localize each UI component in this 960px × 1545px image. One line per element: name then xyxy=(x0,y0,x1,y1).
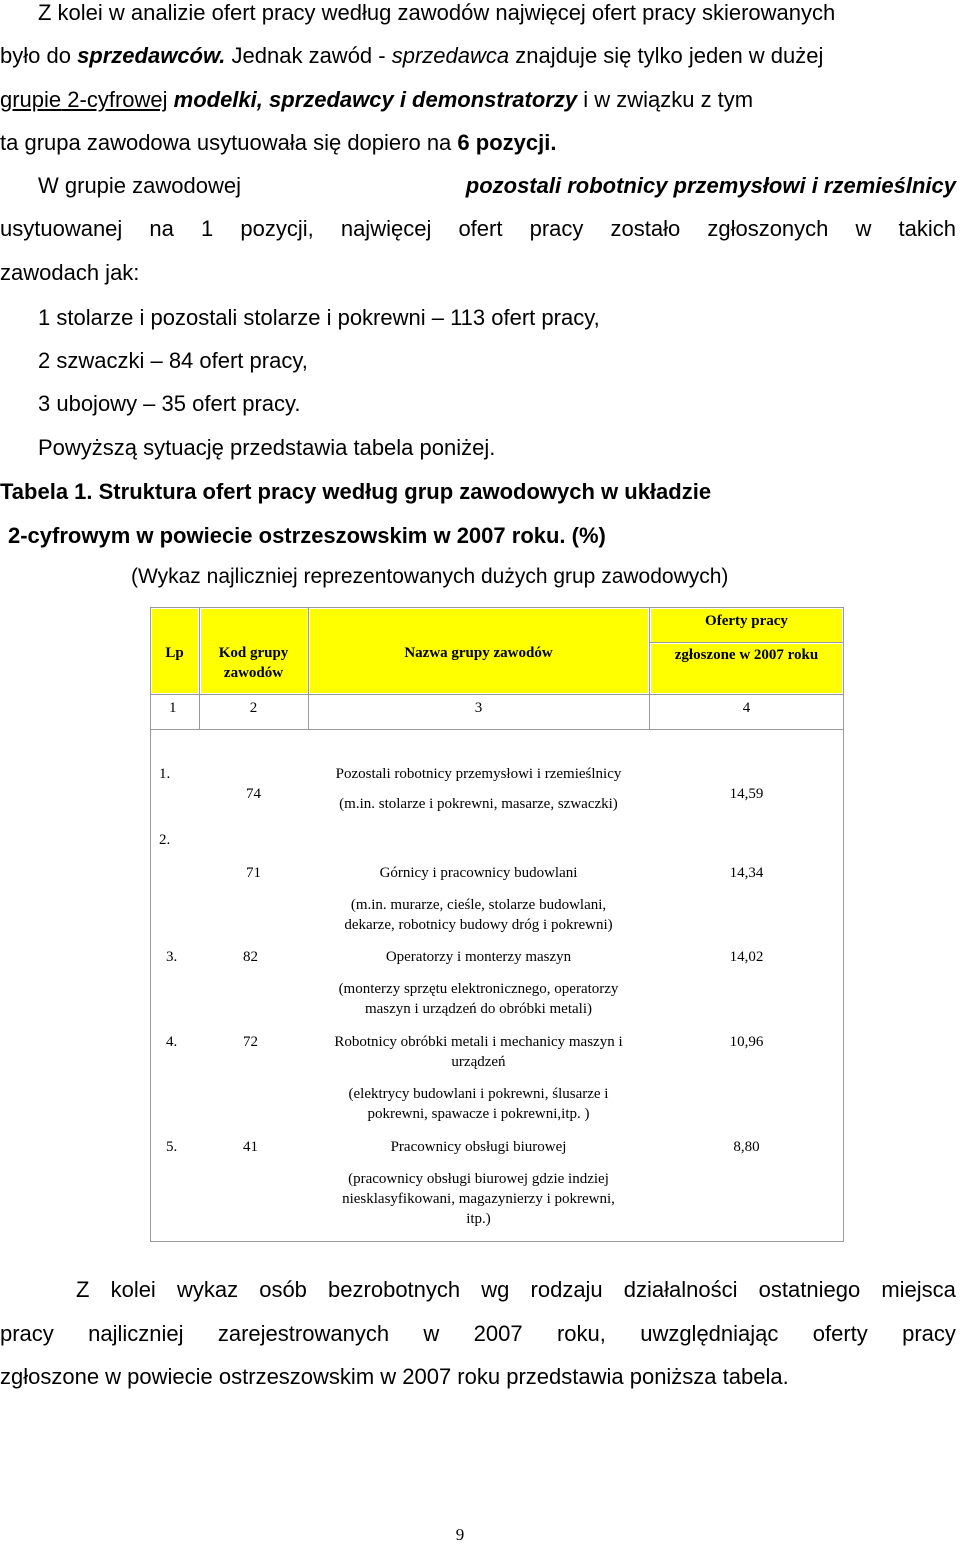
table-row-opis: dekarze, robotnicy budowy dróg i pokrewni) xyxy=(344,917,613,933)
outro-word: 2007 xyxy=(473,1321,523,1346)
outro-word: zarejestrowanych xyxy=(217,1321,390,1346)
list-item: 3 ubojowy – 35 ofert pracy. xyxy=(38,391,301,416)
header-kod-line-2: zawodów xyxy=(223,665,284,681)
table-row-lp: 2. xyxy=(159,832,171,848)
outro-word: uwzględniając xyxy=(640,1321,779,1346)
table-row-wartosc: 10,96 xyxy=(729,1034,764,1050)
header-lp: Lp xyxy=(165,645,184,661)
outro-word: wg xyxy=(481,1277,510,1302)
table-row-kod: 71 xyxy=(246,865,261,881)
para2-line-3: zawodach jak: xyxy=(0,260,140,285)
outro-line-2 xyxy=(0,1321,956,1347)
table-row-opis: pokrewni, spawacze i pokrewni,itp. ) xyxy=(367,1106,590,1122)
intro-emphasis-group: modelki, sprzedawcy i demonstratorzy xyxy=(167,87,578,112)
para2-emphasis-group: pozostali robotnicy przemysłowi i rzemieślnicy xyxy=(465,173,956,198)
para2-summary: Powyższą sytuację przedstawia tabela poniżej. xyxy=(38,435,496,460)
table-row-lp: 4. xyxy=(166,1034,178,1050)
outro-word: rodzaju xyxy=(530,1277,603,1302)
offers-table xyxy=(150,607,844,1242)
table-row-opis: maszyn i urządzeń do obróbki metali) xyxy=(364,1001,592,1017)
table-row-wartosc: 14,34 xyxy=(729,865,764,881)
intro-line-4 xyxy=(0,130,556,156)
page-number: 9 xyxy=(455,1525,465,1544)
header-oferty: Oferty pracy xyxy=(705,613,788,629)
outro-word: wykaz xyxy=(176,1277,239,1302)
table-row-opis: itp.) xyxy=(466,1211,491,1227)
table-title-line-1: Tabela 1. Struktura ofert pracy według grup zawodowych w układzie xyxy=(0,479,712,504)
table-row-kod: 74 xyxy=(246,786,261,802)
table-row-nazwa: Pracownicy obsługi biurowej xyxy=(390,1139,567,1155)
outro-word: bezrobotnych xyxy=(328,1277,461,1302)
table-title-line-2: 2-cyfrowym w powiecie ostrzeszowskim w 2007 roku. (%) xyxy=(8,523,606,548)
header-zgloszone: zgłoszone w 2007 roku xyxy=(674,647,819,663)
intro-line-2 xyxy=(0,43,956,69)
intro-text: Jednak zawód - xyxy=(225,43,392,68)
column-number: 4 xyxy=(742,700,751,716)
table-row-wartosc: 8,80 xyxy=(733,1139,760,1155)
row-divider xyxy=(150,694,844,695)
table-row-nazwa: urządzeń xyxy=(451,1054,506,1070)
table-subtitle: (Wykaz najliczniej reprezentowanych dużych grup zawodowych) xyxy=(131,565,729,588)
table-row-wartosc: 14,02 xyxy=(729,949,764,965)
table-row-opis: (m.in. stolarze i pokrewni, masarze, szwaczki) xyxy=(339,796,618,812)
para2-text: W grupie zawodowej xyxy=(38,173,241,198)
para2-line-2: usytuowanej na 1 pozycji, najwięcej ofert pracy zostało zgłoszonych w takich xyxy=(0,216,956,241)
table-row-nazwa: Robotnicy obróbki metali i mechanicy maszyn i xyxy=(334,1034,623,1050)
header-nazwa: Nazwa grupy zawodów xyxy=(404,645,553,661)
intro-underlined: 2-cyfrowej xyxy=(61,87,168,112)
outro-word: oferty xyxy=(812,1321,868,1346)
table-row-opis: (pracownicy obsługi biurowej gdzie indziej xyxy=(348,1171,609,1187)
outro-word: w xyxy=(423,1321,440,1346)
table-row-lp: 5. xyxy=(166,1139,178,1155)
outro-word: miejsca xyxy=(881,1277,956,1302)
table-row-lp: 3. xyxy=(166,949,178,965)
table-row-opis: (elektrycy budowlani i pokrewni, ślusarze i xyxy=(348,1086,609,1102)
outro-word: osób xyxy=(259,1277,307,1302)
table-row-kod: 72 xyxy=(243,1034,258,1050)
outro-word: pracy xyxy=(902,1321,956,1346)
intro-text: było do xyxy=(0,43,78,68)
intro-emphasis-sprzedawca: sprzedawca xyxy=(391,43,510,68)
list-item: 1 stolarze i pozostali stolarze i pokrewni – 113 ofert pracy, xyxy=(38,305,600,330)
outro-word: działalności xyxy=(623,1277,738,1302)
intro-text: znajduje się tylko jeden w dużej xyxy=(509,43,824,68)
table-row-opis: (m.in. murarze, cieśle, stolarze budowlani, xyxy=(350,897,607,913)
row-divider xyxy=(150,729,844,730)
outro-word: roku, xyxy=(556,1321,606,1346)
row-divider xyxy=(650,642,844,643)
table-row-nazwa: Górnicy i pracownicy budowlani xyxy=(379,865,578,881)
table-row-opis: niesklasyfikowani, magazynierzy i pokrewni, xyxy=(342,1191,615,1207)
intro-text: ta grupa zawodowa usytuowała się dopiero na xyxy=(0,130,458,155)
table-row-opis: (monterzy sprzętu elektronicznego, operatorzy xyxy=(338,981,619,997)
para2-line-1 xyxy=(38,173,956,199)
intro-line-3 xyxy=(0,87,753,113)
table-row-kod: 41 xyxy=(243,1139,258,1155)
header-kod-line-1: Kod grupy xyxy=(218,645,289,661)
outro-word: pracy xyxy=(0,1321,54,1346)
table-row-nazwa: Operatorzy i monterzy maszyn xyxy=(385,949,572,965)
outro-word: najliczniej xyxy=(88,1321,184,1346)
intro-underlined: grupie xyxy=(0,87,62,112)
outro-line-1 xyxy=(76,1277,956,1303)
intro-line-1: Z kolei w analizie ofert pracy według zawodów najwięcej ofert pracy skierowanych xyxy=(38,0,836,25)
list-item: 2 szwaczki – 84 ofert pracy, xyxy=(38,348,308,373)
outro-word: ostatniego xyxy=(758,1277,861,1302)
outro-line-3: zgłoszone w powiecie ostrzeszowskim w 2007 roku przedstawia poniższa tabela. xyxy=(0,1364,789,1389)
table-row-kod: 82 xyxy=(243,949,258,965)
outro-word: Z xyxy=(76,1277,90,1302)
intro-emphasis-position: 6 pozycji. xyxy=(457,130,557,155)
table-row-nazwa: Pozostali robotnicy przemysłowi i rzemieślnicy xyxy=(335,766,622,782)
column-number: 2 xyxy=(249,700,258,716)
table-row-wartosc: 14,59 xyxy=(729,786,764,802)
table-row-lp: 1. xyxy=(159,766,171,782)
intro-text: i w związku z tym xyxy=(577,87,754,112)
column-number: 3 xyxy=(474,700,483,716)
intro-emphasis-sprzedawcow: sprzedawców. xyxy=(77,43,226,68)
column-number: 1 xyxy=(169,700,177,716)
outro-word: kolei xyxy=(110,1277,156,1302)
